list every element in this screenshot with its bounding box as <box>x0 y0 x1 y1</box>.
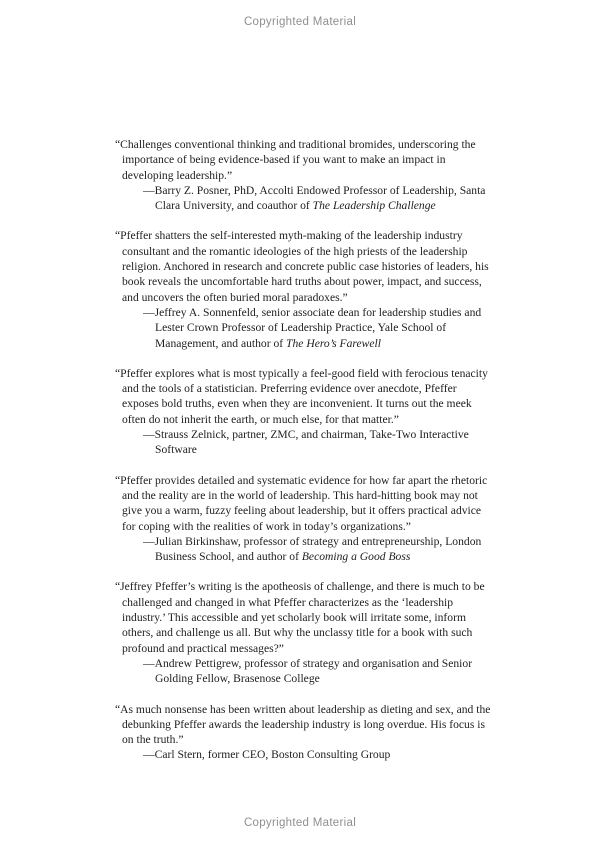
quote-attribution <box>115 747 495 762</box>
attribution-text: —Carl Stern, former CEO, Boston Consulting Group <box>143 748 391 762</box>
quote-attribution <box>115 656 495 687</box>
quote-text: “Pfeffer provides detailed and systematic evidence for how far apart the rhetoric and the reality are in the world of leadership. This hard-hitting book may not give you a warm, fuzzy feeling about leadership, but it offers practical advice for coping with the realities of work in today’s organizations.” <box>115 473 488 533</box>
quote-text: “Pfeffer explores what is most typically a feel-good field with ferocious tenacity and the tools of a statistician. Preferring evidence over anecdote, Pfeffer exposes bold truths, even when they are inconvenient. It turns out the meek often do not inherit the earth, or much else, for that matter.” <box>115 366 488 426</box>
quote-attribution <box>115 305 495 351</box>
copyright-watermark-bottom: Copyrighted Material <box>243 817 357 829</box>
endorsement-quote-2 <box>115 228 495 350</box>
quote-text: “As much nonsense has been written about leadership as dieting and sex, and the debunking Pfeffer awards the leadership industry is long overdue. His focus is on the truth.” <box>115 702 491 747</box>
attribution-text: —Jeffrey A. Sonnenfeld, senior associate dean for leadership studies and Lester Crown Professor of Leadership Practice, Yale School of Management, and author of <box>143 305 482 350</box>
attribution-text: —Strauss Zelnick, partner, ZMC, and chairman, Take-Two Interactive Software <box>143 428 469 457</box>
attribution-book-title: Becoming a Good Boss <box>301 550 411 564</box>
praise-quotes-section <box>115 137 495 778</box>
attribution-book-title: The Hero’s Farewell <box>286 336 381 350</box>
endorsement-quote-5 <box>115 579 495 686</box>
quote-attribution <box>115 427 495 458</box>
copyright-watermark-top: Copyrighted Material <box>243 16 357 28</box>
quote-attribution <box>115 183 495 214</box>
attribution-book-title: The Leadership Challenge <box>312 199 436 213</box>
attribution-text: —Andrew Pettigrew, professor of strategy and organisation and Senior Golding Fellow, Brasenose College <box>143 656 473 686</box>
quote-text: “Pfeffer shatters the self-interested myth-making of the leadership industry consultant and the romantic ideologies of the high priests of the leadership religion. Anchored in research and concrete public case histories of leaders, his book reveals the uncomfortable hard truths about power, impact, and success, and uncovers the often buried moral paradoxes.” <box>115 229 489 304</box>
endorsement-quote-4 <box>115 473 495 565</box>
attribution-text: —Barry Z. Posner, PhD, Accolti Endowed Professor of Leadership, Santa Clara University, and coauthor of <box>143 183 486 213</box>
endorsement-quote-1 <box>115 137 495 213</box>
quote-text: “Jeffrey Pfeffer’s writing is the apotheosis of challenge, and there is much to be challenged and changed in what Pfeffer characterizes as the ‘leadership industry.’ This accessible and yet scholarly book will irritate some, inform others, and challenge us all. But why the unclassy title for a book with such profound and practical messages?” <box>115 580 485 655</box>
attribution-text: —Julian Birkinshaw, professor of strategy and entrepreneurship, London Business School, and author of <box>143 534 482 564</box>
quote-attribution <box>115 534 495 565</box>
endorsement-quote-6 <box>115 702 495 763</box>
endorsement-quote-3 <box>115 366 495 458</box>
quote-text: “Challenges conventional thinking and traditional bromides, underscoring the importance of being evidence-based if you want to make an impact in developing leadership.” <box>115 138 476 182</box>
